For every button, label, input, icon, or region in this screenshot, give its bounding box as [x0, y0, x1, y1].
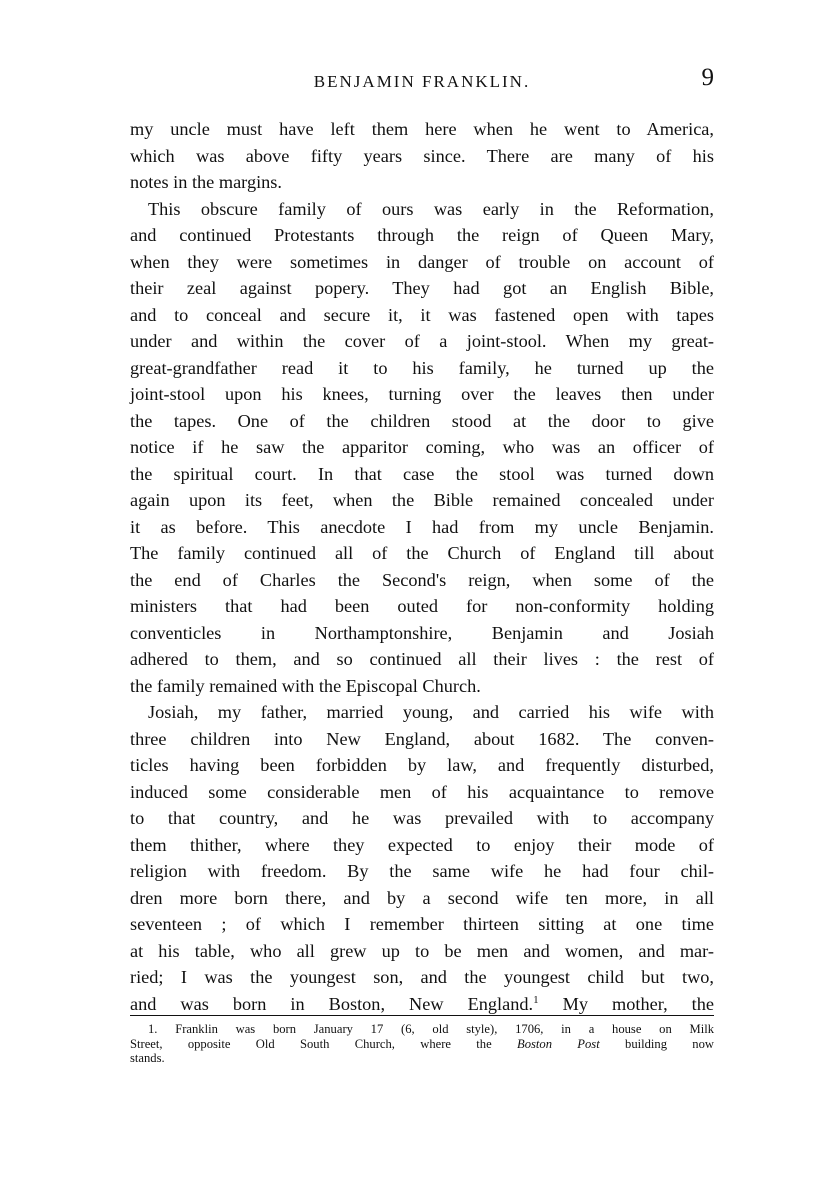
- text-line: and to conceal and secure it, it was fastened open with tapes: [130, 304, 714, 325]
- page-number: 9: [701, 64, 714, 91]
- footnote-line: stands.: [130, 1051, 165, 1065]
- footnote-rule: [130, 1015, 714, 1016]
- running-head: [130, 64, 714, 104]
- text-line: their zeal against popery. They had got an English Bible,: [130, 278, 714, 298]
- footnote-marker: 1: [533, 993, 539, 1006]
- text-line: under and within the cover of a joint-stool. When my great-: [130, 331, 714, 351]
- text-line: and continued Protestants through the reign of Queen Mary,: [130, 225, 714, 245]
- footnote: [130, 1022, 714, 1066]
- text-line: the spiritual court. In that case the stool was turned down: [130, 463, 714, 484]
- text-line: them thither, where they expected to enjoy their mode of: [130, 834, 714, 855]
- footnote-italic-title: Boston Post: [517, 1036, 600, 1051]
- text-line: seventeen ; of which I remember thirteen sitting at one time: [130, 914, 714, 934]
- footnote-text: building now: [625, 1036, 714, 1051]
- text-line: induced some considerable men of his acquaintance to remove: [130, 781, 714, 802]
- footnote-line: [130, 1022, 714, 1037]
- footnote-line: [130, 1037, 714, 1052]
- text-line: when they were sometimes in danger of trouble on account of: [130, 251, 714, 272]
- text-segment: My mother, the: [562, 993, 714, 1014]
- text-line: the family remained with the Episcopal Church.: [130, 675, 481, 696]
- text-line: religion with freedom. By the same wife he had four chil-: [130, 861, 714, 881]
- text-line: to that country, and he was prevailed with to accompany: [130, 808, 714, 828]
- text-line: my uncle must have left them here when he went to America,: [130, 119, 714, 139]
- text-line: again upon its feet, when the Bible remained concealed under: [130, 490, 714, 510]
- text-line: great-grandfather read it to his family, he turned up the: [130, 357, 714, 378]
- text-line: joint-stool upon his knees, turning over the leaves then under: [130, 384, 714, 404]
- running-title: BENJAMIN FRANKLIN.: [313, 72, 531, 91]
- body-text: [130, 116, 714, 1017]
- text-line: adhered to them, and so continued all their lives : the rest of: [130, 649, 714, 669]
- text-line: notes in the margins.: [130, 172, 282, 192]
- footnote-text: Street, opposite Old South Church, where the: [130, 1036, 492, 1051]
- text-line: it as before. This anecdote I had from my uncle Benjamin.: [130, 516, 714, 537]
- text-line: which was above fifty years since. There are many of his: [130, 145, 714, 166]
- footnote-text: Franklin was born January 17 (6, old style), 1706, in a house on Milk: [175, 1022, 714, 1036]
- text-line: ministers that had been outed for non-conformity holding: [130, 596, 714, 616]
- text-line: The family continued all of the Church of England till about: [130, 543, 714, 563]
- text-line: [130, 991, 714, 1018]
- text-line: at his table, who all grew up to be men and women, and mar-: [130, 940, 714, 961]
- text-line: three children into New England, about 1682. The conven-: [130, 728, 714, 749]
- text-line: conventicles in Northamptonshire, Benjamin and Josiah: [130, 622, 714, 643]
- paragraph-start-line: Josiah, my father, married young, and carried his wife with: [148, 702, 714, 722]
- text-line: ticles having been forbidden by law, and frequently disturbed,: [130, 755, 714, 775]
- text-line: notice if he saw the apparitor coming, who was an officer of: [130, 437, 714, 457]
- footnote-number: 1.: [148, 1022, 158, 1036]
- text-line: the end of Charles the Second's reign, when some of the: [130, 569, 714, 590]
- text-line: ried; I was the youngest son, and the youngest child but two,: [130, 967, 714, 987]
- text-segment: and was born in Boston, New England.: [130, 993, 534, 1014]
- text-line: the tapes. One of the children stood at the door to give: [130, 410, 714, 431]
- paragraph-start-line: This obscure family of ours was early in the Reformation,: [148, 198, 714, 219]
- text-line: dren more born there, and by a second wife ten more, in all: [130, 887, 714, 908]
